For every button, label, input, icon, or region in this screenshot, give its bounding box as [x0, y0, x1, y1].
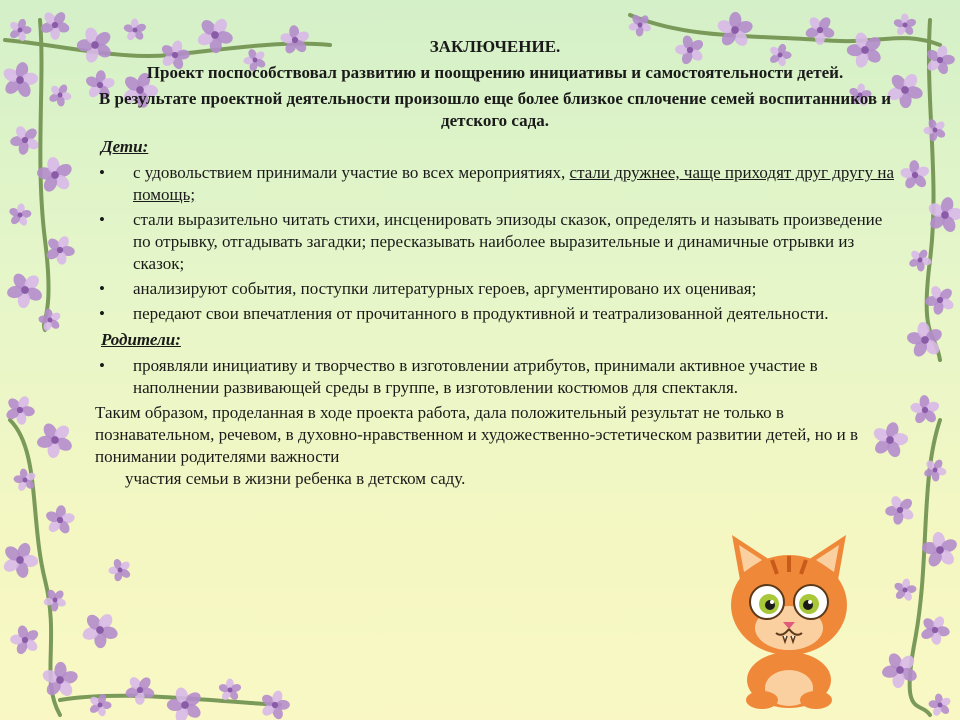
flower-icon [920, 615, 951, 646]
slide-title: ЗАКЛЮЧЕНИЕ. [429, 37, 561, 56]
flower-icon [6, 271, 44, 309]
bullet-icon: • [99, 163, 105, 182]
flower-icon [909, 395, 940, 425]
flower-icon [8, 203, 32, 227]
flower-icon [899, 160, 930, 190]
intro-line-1: Проект поспособствовал развитию и поощрению инициативы и самостоятельности детей. [146, 63, 844, 82]
bullet-icon: • [99, 210, 105, 229]
flower-icon [8, 18, 31, 42]
flower-icon [1, 541, 38, 579]
flower-icon [167, 686, 203, 720]
bullet-icon: • [99, 279, 105, 298]
children-list [95, 162, 895, 325]
flower-icon [893, 13, 917, 36]
flower-icon [81, 612, 119, 649]
flower-icon [124, 675, 155, 705]
flower-icon [925, 284, 956, 315]
parents-heading: Родители: [101, 330, 181, 349]
flower-icon [41, 662, 79, 699]
list-item: • анализируют события, поступки литературных героев, аргументировано их оценивая; [99, 279, 757, 298]
flower-icon [36, 421, 74, 459]
flower-icon [108, 558, 132, 582]
slide-text [95, 36, 895, 490]
children-heading: Дети: [101, 137, 149, 156]
flower-icon [1, 61, 38, 99]
kitten-illustration [731, 535, 847, 709]
flower-icon [893, 578, 917, 602]
flower-icon [10, 624, 40, 655]
conclusion-end: участия семьи в жизни ребенка в детском саду. [125, 469, 466, 488]
flower-icon [44, 505, 75, 536]
flower-icon [38, 308, 62, 332]
flower-icon [39, 10, 70, 40]
bullet-icon: • [99, 304, 105, 323]
flower-icon [48, 83, 72, 107]
list-item: • проявляли инициативу и творчество в изготовлении атрибутов, принимали активное участие в наполнении развивающей среды в группе, в изготовлении костюмов для спектакля. [99, 356, 818, 397]
parents-list [95, 355, 895, 399]
list-item: • передают свои впечатления от прочитанного в продуктивной и театрализованной деятельности. [99, 304, 829, 323]
flower-icon [885, 494, 916, 525]
list-item: • стали выразительно читать стихи, инсценировать эпизоды сказок, определять и называть произведение по отрывку, отгадывать загадки; пересказывать наиболее выразительные и динамичные отрывки из сказок; [99, 210, 883, 273]
flower-icon [923, 458, 947, 482]
flower-icon [923, 118, 947, 142]
flower-icon [10, 124, 41, 155]
flower-icon [928, 693, 952, 717]
conclusion-text: Таким образом, проделанная в ходе проекта работа, дала положительный результат не только в познавательном, речевом, в духовно-нравственном и художественно-эстетическом развитии детей, но и в понимании родителями важности [95, 403, 859, 466]
intro-line-2: В результате проектной деятельности произошло еще более близкое сплочение семей воспитанников и детского сада. [98, 89, 892, 130]
bullet-icon: • [99, 356, 105, 375]
list-item: • с удовольствием принимали участие во всех мероприятиях, стали дружнее, чаще приходят друг другу на помощь; [99, 163, 895, 204]
flower-icon [218, 678, 242, 701]
